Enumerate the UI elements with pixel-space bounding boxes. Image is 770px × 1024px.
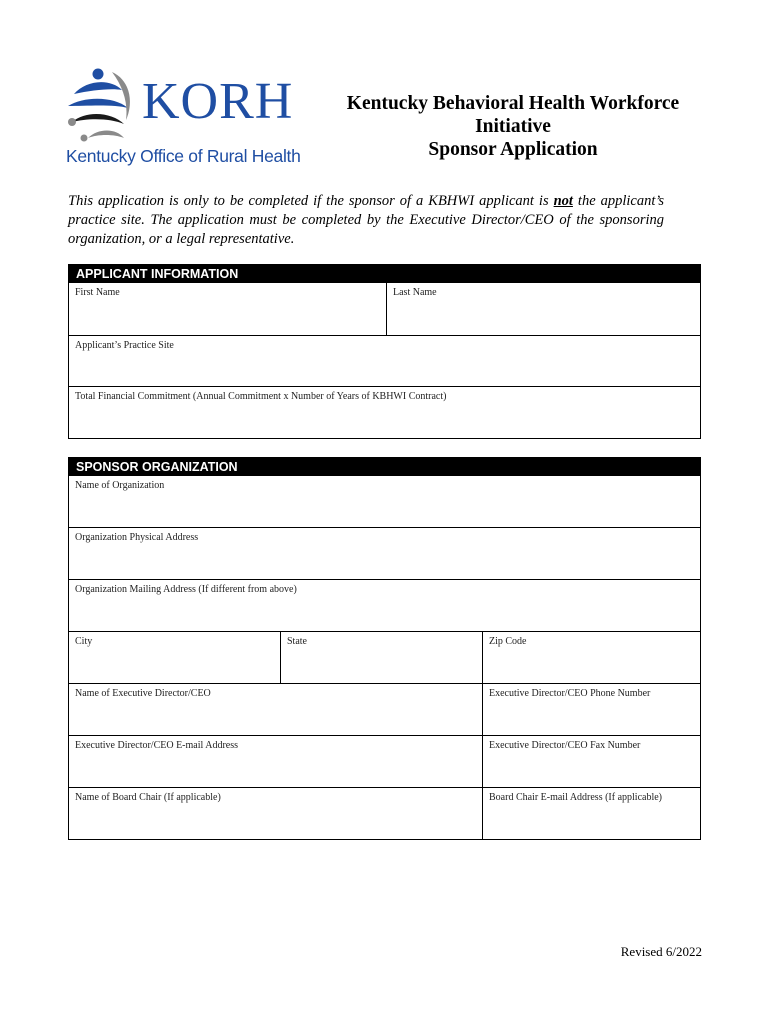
applicant-information-section (68, 264, 701, 439)
board-chair-email-field[interactable] (482, 788, 700, 839)
practice-site-label: Applicant’s Practice Site (75, 340, 174, 351)
mailing-address-label: Organization Mailing Address (If different from above) (75, 584, 297, 595)
ed-name-label: Name of Executive Director/CEO (75, 688, 211, 699)
name-row (69, 283, 700, 335)
revised-date: Revised 6/2022 (620, 944, 702, 959)
board-chair-field[interactable] (69, 788, 482, 839)
title-line-3: Sponsor Application (428, 139, 598, 160)
ed-fax-label: Executive Director/CEO Fax Number (489, 740, 641, 751)
financial-row (69, 386, 700, 438)
physical-address-label: Organization Physical Address (75, 532, 199, 543)
first-name-label: First Name (75, 287, 120, 298)
intro-text-before: This application is only to be completed if the sponsor of a KBHWI applicant is (68, 193, 554, 209)
intro-emphasis: not (553, 193, 573, 209)
logo-wordmark: KORH (142, 73, 294, 130)
ed-contact-row (69, 735, 700, 787)
intro-text-after: the applicant’s practice site. The application must be completed by the Executive Director/CEO of the sponsoring organization, or a legal representative. (68, 193, 664, 247)
intro-paragraph (68, 192, 664, 249)
mailing-address-field[interactable] (69, 580, 700, 631)
practice-site-field[interactable] (69, 336, 700, 386)
sponsor-organization-section (68, 457, 701, 840)
ed-phone-field[interactable] (482, 684, 700, 735)
last-name-field[interactable] (386, 283, 700, 335)
ed-phone-label: Executive Director/CEO Phone Number (489, 688, 651, 699)
ed-fax-field[interactable] (482, 736, 700, 787)
korh-figure-icon (64, 66, 144, 146)
city-state-zip-row (69, 631, 700, 683)
board-chair-email-label: Board Chair E-mail Address (If applicable) (489, 792, 662, 803)
org-name-field[interactable] (69, 476, 700, 527)
org-name-label: Name of Organization (75, 480, 165, 491)
logo-subtitle: Kentucky Office of Rural Health (66, 146, 301, 166)
practice-site-row (69, 335, 700, 386)
sponsor-section-header: SPONSOR ORGANIZATION (69, 458, 700, 476)
financial-commitment-label: Total Financial Commitment (Annual Commitment x Number of Years of KBHWI Contract) (75, 391, 447, 402)
board-chair-row (69, 787, 700, 839)
executive-director-row (69, 683, 700, 735)
ed-name-field[interactable] (69, 684, 482, 735)
physical-address-row (69, 527, 700, 579)
financial-commitment-field[interactable] (69, 387, 700, 438)
ed-email-field[interactable] (69, 736, 482, 787)
page-title (318, 92, 708, 161)
zip-label: Zip Code (489, 636, 527, 647)
applicant-section-header: APPLICANT INFORMATION (69, 265, 700, 283)
first-name-field[interactable] (69, 283, 386, 335)
city-field[interactable] (69, 632, 280, 683)
title-line-2: Initiative (475, 116, 551, 137)
zip-field[interactable] (482, 632, 700, 683)
last-name-label: Last Name (393, 287, 437, 298)
title-line-1: Kentucky Behavioral Health Workforce (346, 93, 680, 114)
city-label: City (75, 636, 93, 647)
board-chair-label: Name of Board Chair (If applicable) (75, 792, 221, 803)
org-name-row (69, 476, 700, 527)
physical-address-field[interactable] (69, 528, 700, 579)
ed-email-label: Executive Director/CEO E-mail Address (75, 740, 239, 751)
state-label: State (287, 636, 307, 647)
state-field[interactable] (280, 632, 482, 683)
mailing-address-row (69, 579, 700, 631)
korh-logo (64, 66, 314, 176)
